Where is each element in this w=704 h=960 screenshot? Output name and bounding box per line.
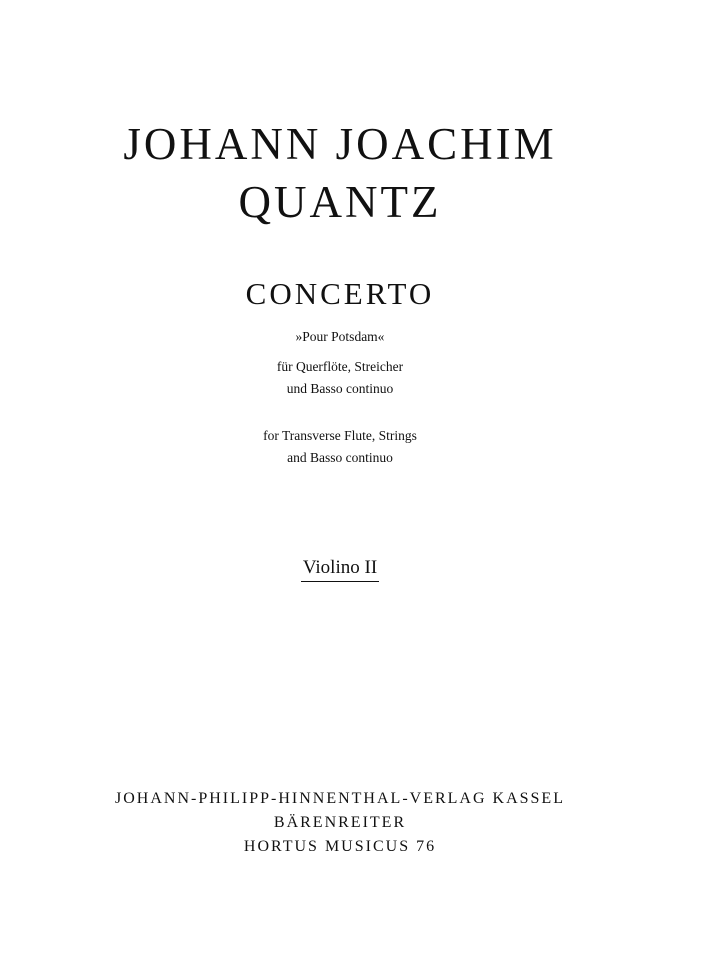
publisher-line2: BÄRENREITER bbox=[273, 814, 407, 831]
publisher-line3: HORTUS MUSICUS 76 bbox=[243, 838, 437, 855]
work-subtitle: »Pour Potsdam« bbox=[295, 329, 385, 344]
instrumentation-german-line1: für Querflöte, Streicher bbox=[276, 359, 404, 374]
composer-name-line2: QUANTZ bbox=[238, 177, 442, 227]
part-label: Violino II bbox=[301, 556, 379, 582]
instrumentation-english-line1: for Transverse Flute, Strings bbox=[263, 428, 417, 443]
part-label-container bbox=[0, 556, 680, 582]
instrumentation-english-line2: and Basso continuo bbox=[287, 450, 393, 465]
work-title: CONCERTO bbox=[245, 276, 435, 311]
publisher-line1: JOHANN-PHILIPP-HINNENTHAL-VERLAG KASSEL bbox=[115, 790, 565, 807]
instrumentation-german-line2: und Basso continuo bbox=[286, 381, 394, 396]
composer-name-line1: JOHANN JOACHIM bbox=[123, 119, 557, 169]
